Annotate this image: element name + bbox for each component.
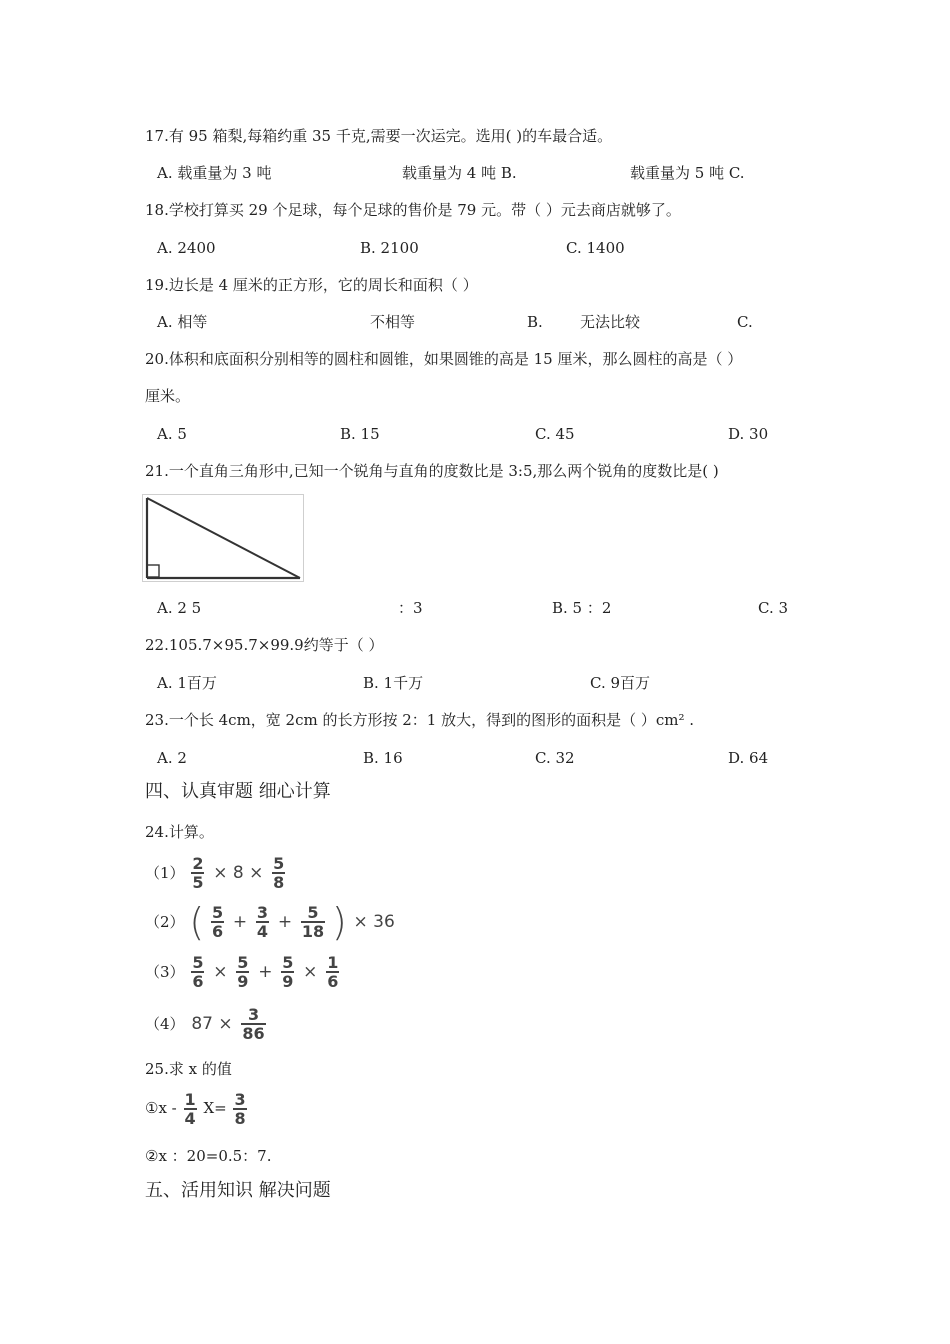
fraction: $\frac{5}{9}$	[237, 953, 249, 991]
fraction: $\frac{3}{4}$	[256, 903, 269, 941]
q25-equation-2: ②x ：20=0.5：7.	[145, 1147, 272, 1165]
operator: 87 ×	[191, 1014, 233, 1034]
q17-stem: 17.有 95 箱梨,每箱约重 35 千克,需要一次运完。选用( )的车最合适。	[145, 127, 613, 145]
q19-stem: 19.边长是 4 厘米的正方形，它的周长和面积（ ）	[145, 276, 478, 294]
problem-label: （1）	[145, 864, 185, 882]
q19-option-b-text: 不相等	[370, 313, 416, 331]
q23-option-a: A. 2	[157, 749, 187, 767]
q24-problem-1	[145, 852, 287, 893]
problem-label: （3）	[145, 963, 185, 981]
q18-option-b: B. 2100	[360, 239, 419, 257]
q22-option-c: C. 9百万	[590, 674, 651, 692]
q25-equation-1	[145, 1086, 249, 1130]
q24-problem-4	[145, 1002, 268, 1045]
q23-stem: 23.一个长 4cm，宽 2cm 的长方形按 2：1 放大，得到的图形的面积是（ ）cm² .	[145, 711, 695, 729]
fraction: $\frac{5}{9}$	[282, 953, 294, 991]
fraction: $\frac{5}{8}$	[273, 854, 285, 892]
section4-title: 四、认真审题 细心计算	[145, 781, 331, 802]
operator: +	[277, 912, 293, 932]
q24-problem-2	[145, 900, 397, 943]
operator: ×	[213, 962, 228, 982]
problem-label: （2）	[145, 913, 185, 931]
fraction: $\frac{1}{4}$	[184, 1090, 196, 1128]
operator: ×	[303, 962, 318, 982]
q24-stem: 24.计算。	[145, 823, 214, 841]
problem-label: （4）	[145, 1015, 185, 1033]
q18-option-c: C. 1400	[566, 239, 625, 257]
q19-option-a: A. 相等	[157, 313, 208, 331]
right-paren: )	[331, 900, 347, 944]
q24-problem-3	[145, 950, 341, 993]
fraction: $\frac{5}{18}$	[301, 903, 325, 941]
q21-stem: 21.一个直角三角形中,已知一个锐角与直角的度数比是 3:5,那么两个锐角的度数比是( )	[145, 462, 719, 480]
q19-option-c-label: C.	[737, 313, 753, 331]
operator: +	[232, 912, 248, 932]
section5-title: 五、活用知识 解决问题	[145, 1180, 331, 1201]
equation-equals: X=	[203, 1099, 227, 1117]
q22-option-b: B. 1千万	[363, 674, 424, 692]
q17-option-b: 载重量为 4 吨 B.	[402, 164, 517, 182]
q20-option-c: C. 45	[535, 425, 575, 443]
q23-option-c: C. 32	[535, 749, 575, 767]
q21-option-a-cont: ：3	[398, 599, 423, 617]
operator: +	[258, 962, 273, 982]
q21-option-b: B. 5 ：2	[552, 599, 612, 617]
q23-option-d: D. 64	[728, 749, 769, 767]
q18-stem: 18.学校打算买 29 个足球，每个足球的售价是 79 元。带（ ）元去商店就够了。	[145, 201, 681, 219]
q19-option-b-label: B.	[527, 313, 543, 331]
fraction: $\frac{1}{6}$	[327, 953, 339, 991]
q18-option-a: A. 2400	[157, 239, 216, 257]
q20-stem-line2: 厘米。	[145, 387, 191, 405]
right-triangle-figure	[142, 494, 304, 582]
operator: × 36	[353, 912, 395, 932]
fraction: $\frac{5}{6}$	[211, 903, 224, 941]
q17-option-c: 载重量为 5 吨 C.	[630, 164, 745, 182]
q21-option-c: C. 3	[758, 599, 789, 617]
q20-option-d: D. 30	[728, 425, 769, 443]
equation-prefix: ①x -	[145, 1099, 177, 1117]
q20-stem: 20.体积和底面积分别相等的圆柱和圆锥，如果圆锥的高是 15 厘米，那么圆柱的高是（ ）	[145, 350, 743, 368]
q21-option-a: A. 2 5	[157, 599, 202, 617]
fraction: $\frac{3}{8}$	[234, 1090, 246, 1128]
q25-stem: 25.求 x 的值	[145, 1060, 232, 1078]
fraction: $\frac{2}{5}$	[192, 854, 204, 892]
q22-stem: 22.105.7×95.7×99.9约等于（ ）	[145, 636, 384, 654]
fraction: $\frac{5}{6}$	[192, 953, 204, 991]
q22-option-a: A. 1百万	[157, 674, 217, 692]
fraction: $\frac{3}{86}$	[242, 1005, 265, 1043]
q19-option-c-text: 无法比较	[580, 313, 641, 331]
left-paren: (	[189, 900, 205, 944]
q20-option-a: A. 5	[157, 425, 187, 443]
q20-option-b: B. 15	[340, 425, 380, 443]
q17-option-a: A. 载重量为 3 吨	[157, 164, 272, 182]
operator: × 8 ×	[213, 863, 264, 883]
q23-option-b: B. 16	[363, 749, 403, 767]
